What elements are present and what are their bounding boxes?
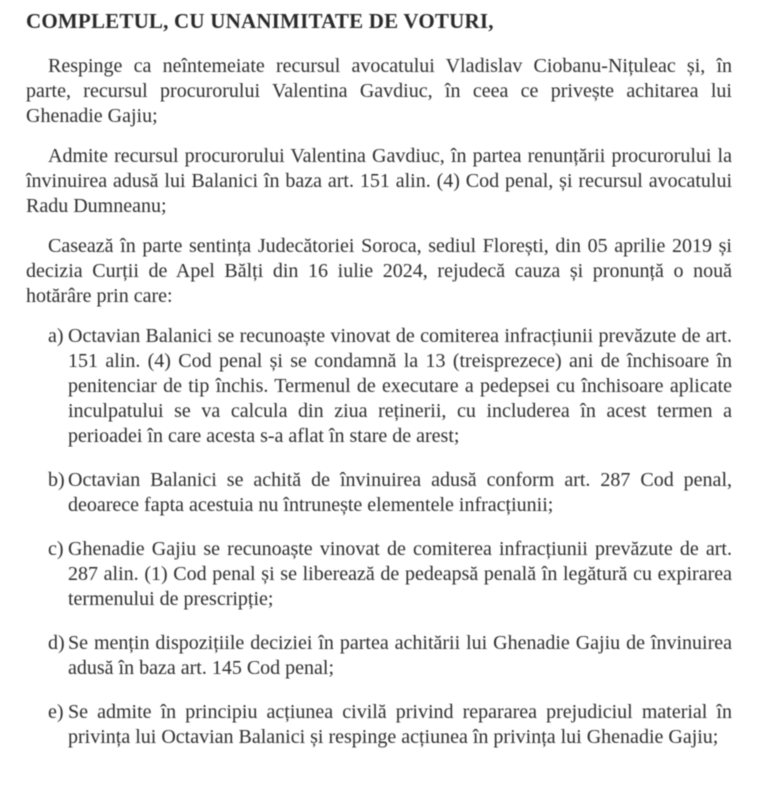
paragraph-admite: Admite recursul procurorului Valentina Gavdiuc, în partea renunțării procurorului la învinuirea adusă lui Balanici în baza art. 151 alin. (4) Cod penal, și recursul avocatului Radu Dumneanu; <box>26 145 732 217</box>
list-item-c-text: Ghenadie Gajiu se recunoaște vinovat de comiterea infracțiunii prevăzute de art. 287 alin. (1) Cod penal și se liberează de pedeapsă penală în legătură cu expirarea termenului de prescripție; <box>68 538 732 610</box>
list-marker-b: b) <box>48 469 65 491</box>
paragraph-caseaza: Casează în parte sentința Judecătoriei Soroca, sediul Florești, din 05 aprilie 2019 și decizia Curții de Apel Bălți din 16 iulie 2024, rejudecă cauza și pronunță o nouă hotărâre prin care: <box>26 235 732 307</box>
list-item-a <box>26 324 732 449</box>
list-item-a-text: Octavian Balanici se recunoaște vinovat de comiterea infracțiunii prevăzute de art. 151 alin. (4) Cod penal și se condamnă la 13 (treisprezece) ani de închisoare în penitenciar de tip închis. Termenul de executare a pedepsei cu închisoare aplicate inculpatului se va calcula din ziua reținerii, cu includerea în acest termen a perioadei în care acesta s-a aflat în stare de arest; <box>68 325 732 447</box>
list-item-c <box>26 537 732 612</box>
list-item-b <box>26 468 732 518</box>
list-item-b-text: Octavian Balanici se achită de învinuirea adusă conform art. 287 Cod penal, deoarece fapta acestuia nu întrunește elementele infracțiunii; <box>68 469 732 516</box>
list-item-d <box>26 631 732 681</box>
paragraph-respinge: Respinge ca neîntemeiate recursul avocatului Vladislav Ciobanu-Nițuleac și, în parte, recursul procurorului Valentina Gavdiuc, în ceea ce privește achitarea lui Ghenadie Gajiu; <box>26 55 732 127</box>
document-heading: COMPLETUL, CU UNANIMITATE DE VOTURI, <box>26 9 494 33</box>
list-marker-a: a) <box>48 325 64 347</box>
list-marker-d: d) <box>48 632 65 654</box>
list-item-d-text: Se mențin dispozițiile deciziei în partea achitării lui Ghenadie Gajiu de învinuirea adusă în baza art. 145 Cod penal; <box>68 632 732 679</box>
list-marker-c: c) <box>48 538 64 560</box>
list-item-e <box>26 700 732 750</box>
list-marker-e: e) <box>48 701 64 723</box>
lettered-list <box>26 324 732 750</box>
list-item-e-text: Se admite în principiu acțiunea civilă privind repararea prejudiciul material în privința lui Octavian Balanici și respinge acțiunea în privința lui Ghenadie Gajiu; <box>68 701 732 748</box>
